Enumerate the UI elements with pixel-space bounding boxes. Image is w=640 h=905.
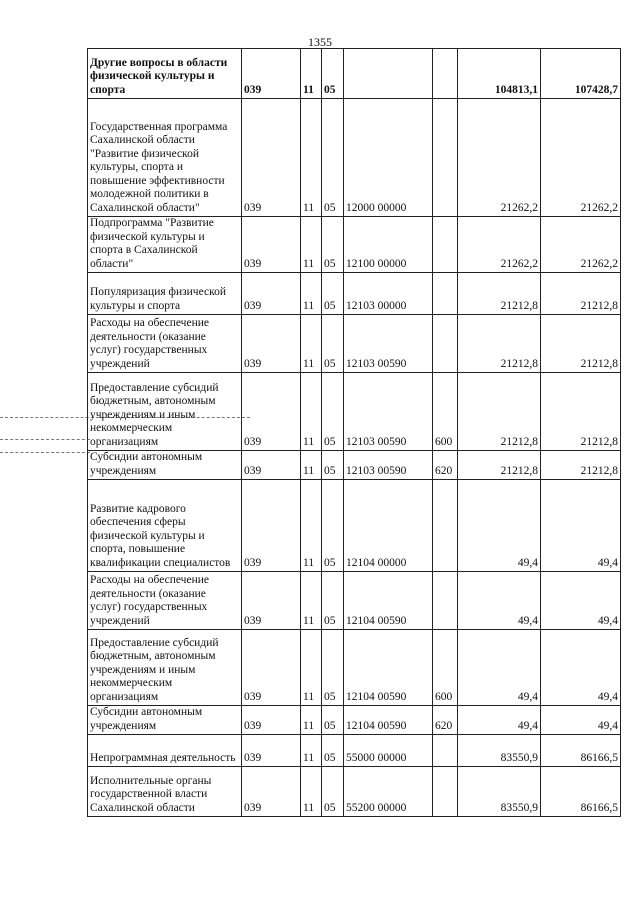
cell-ministry: 039 bbox=[242, 373, 301, 451]
cell-subsection: 05 bbox=[322, 706, 344, 735]
cell-amount-2020: 49,4 bbox=[541, 572, 621, 630]
cell-target-article: 12103 00590 bbox=[344, 451, 433, 480]
cell-amount-2019: 49,4 bbox=[458, 706, 541, 735]
cell-expense-type bbox=[433, 49, 458, 99]
cell-target-article: 12103 00590 bbox=[344, 373, 433, 451]
cell-expense-type bbox=[433, 767, 458, 817]
cell-name: Другие вопросы в области физической культуры и спорта bbox=[88, 49, 242, 99]
cell-ministry: 039 bbox=[242, 572, 301, 630]
cell-amount-2019: 83550,9 bbox=[458, 735, 541, 767]
cell-target-article: 12104 00000 bbox=[344, 480, 433, 572]
table-row bbox=[88, 480, 621, 572]
cell-amount-2020: 21262,2 bbox=[541, 217, 621, 273]
cell-target-article: 55200 00000 bbox=[344, 767, 433, 817]
cell-amount-2019: 21212,8 bbox=[458, 451, 541, 480]
scan-artifact-line bbox=[0, 439, 90, 440]
cell-amount-2019: 104813,1 bbox=[458, 49, 541, 99]
cell-ministry: 039 bbox=[242, 451, 301, 480]
cell-amount-2020: 49,4 bbox=[541, 480, 621, 572]
cell-subsection: 05 bbox=[322, 49, 344, 99]
cell-subsection: 05 bbox=[322, 767, 344, 817]
cell-name: Субсидии автономным учреждениям bbox=[88, 706, 242, 735]
cell-expense-type: 620 bbox=[433, 706, 458, 735]
cell-amount-2019: 21212,8 bbox=[458, 315, 541, 373]
cell-name: Государственная программа Сахалинской области "Развитие физической культуры, спорта и повышение эффективности молодежной политики в Сахалинской области" bbox=[88, 99, 242, 217]
cell-section: 11 bbox=[301, 373, 322, 451]
cell-section: 11 bbox=[301, 217, 322, 273]
cell-amount-2019: 83550,9 bbox=[458, 767, 541, 817]
cell-amount-2019: 21262,2 bbox=[458, 217, 541, 273]
table-row bbox=[88, 315, 621, 373]
cell-section: 11 bbox=[301, 572, 322, 630]
cell-expense-type: 600 bbox=[433, 630, 458, 706]
cell-section: 11 bbox=[301, 273, 322, 315]
scan-artifact-line bbox=[0, 452, 90, 453]
cell-subsection: 05 bbox=[322, 315, 344, 373]
cell-amount-2020: 21212,8 bbox=[541, 273, 621, 315]
cell-section: 11 bbox=[301, 480, 322, 572]
cell-amount-2019: 49,4 bbox=[458, 572, 541, 630]
cell-target-article: 12104 00590 bbox=[344, 572, 433, 630]
cell-amount-2020: 21212,8 bbox=[541, 451, 621, 480]
table-row bbox=[88, 373, 621, 451]
cell-name: Расходы на обеспечение деятельности (оказание услуг) государственных учреждений bbox=[88, 572, 242, 630]
cell-subsection: 05 bbox=[322, 273, 344, 315]
cell-amount-2020: 49,4 bbox=[541, 630, 621, 706]
cell-ministry: 039 bbox=[242, 706, 301, 735]
cell-ministry: 039 bbox=[242, 273, 301, 315]
cell-amount-2020: 107428,7 bbox=[541, 49, 621, 99]
cell-subsection: 05 bbox=[322, 99, 344, 217]
cell-target-article: 12103 00590 bbox=[344, 315, 433, 373]
cell-name: Популяризация физической культуры и спорта bbox=[88, 273, 242, 315]
cell-amount-2020: 49,4 bbox=[541, 706, 621, 735]
cell-target-article: 12100 00000 bbox=[344, 217, 433, 273]
cell-section: 11 bbox=[301, 706, 322, 735]
cell-ministry: 039 bbox=[242, 49, 301, 99]
cell-name: Расходы на обеспечение деятельности (оказание услуг) государственных учреждений bbox=[88, 315, 242, 373]
cell-name: Предоставление субсидий бюджетным, автономным учреждениям и иным некоммерческим организациям bbox=[88, 373, 242, 451]
cell-amount-2019: 21262,2 bbox=[458, 99, 541, 217]
cell-subsection: 05 bbox=[322, 373, 344, 451]
cell-name: Развитие кадрового обеспечения сферы физической культуры и спорта, повышение квалификации специалистов bbox=[88, 480, 242, 572]
cell-ministry: 039 bbox=[242, 315, 301, 373]
cell-name: Непрограммная деятельность bbox=[88, 735, 242, 767]
cell-name: Субсидии автономным учреждениям bbox=[88, 451, 242, 480]
cell-target-article: 55000 00000 bbox=[344, 735, 433, 767]
cell-target-article: 12000 00000 bbox=[344, 99, 433, 217]
cell-expense-type bbox=[433, 273, 458, 315]
table-row bbox=[88, 99, 621, 217]
table-row bbox=[88, 49, 621, 99]
table-row bbox=[88, 273, 621, 315]
cell-amount-2020: 21212,8 bbox=[541, 373, 621, 451]
table-row bbox=[88, 451, 621, 480]
cell-amount-2020: 21262,2 bbox=[541, 99, 621, 217]
cell-amount-2019: 21212,8 bbox=[458, 373, 541, 451]
cell-subsection: 05 bbox=[322, 217, 344, 273]
cell-expense-type bbox=[433, 572, 458, 630]
table-row bbox=[88, 630, 621, 706]
cell-target-article: 12104 00590 bbox=[344, 630, 433, 706]
cell-subsection: 05 bbox=[322, 572, 344, 630]
cell-section: 11 bbox=[301, 767, 322, 817]
cell-ministry: 039 bbox=[242, 99, 301, 217]
cell-section: 11 bbox=[301, 735, 322, 767]
cell-subsection: 05 bbox=[322, 451, 344, 480]
cell-subsection: 05 bbox=[322, 735, 344, 767]
table-row bbox=[88, 706, 621, 735]
cell-amount-2020: 86166,5 bbox=[541, 735, 621, 767]
cell-ministry: 039 bbox=[242, 630, 301, 706]
cell-target-article: 12103 00000 bbox=[344, 273, 433, 315]
cell-amount-2019: 49,4 bbox=[458, 630, 541, 706]
cell-section: 11 bbox=[301, 630, 322, 706]
cell-expense-type bbox=[433, 480, 458, 572]
budget-table bbox=[87, 48, 621, 817]
cell-expense-type: 620 bbox=[433, 451, 458, 480]
cell-section: 11 bbox=[301, 315, 322, 373]
cell-subsection: 05 bbox=[322, 480, 344, 572]
table-row bbox=[88, 767, 621, 817]
cell-amount-2020: 21212,8 bbox=[541, 315, 621, 373]
cell-expense-type bbox=[433, 315, 458, 373]
table-row bbox=[88, 572, 621, 630]
cell-amount-2019: 49,4 bbox=[458, 480, 541, 572]
cell-expense-type: 600 bbox=[433, 373, 458, 451]
cell-subsection: 05 bbox=[322, 630, 344, 706]
cell-expense-type bbox=[433, 217, 458, 273]
cell-section: 11 bbox=[301, 451, 322, 480]
cell-expense-type bbox=[433, 99, 458, 217]
cell-name: Исполнительные органы государственной власти Сахалинской области bbox=[88, 767, 242, 817]
cell-name: Предоставление субсидий бюджетным, автономным учреждениям и иным некоммерческим организациям bbox=[88, 630, 242, 706]
cell-section: 11 bbox=[301, 49, 322, 99]
cell-amount-2020: 86166,5 bbox=[541, 767, 621, 817]
cell-section: 11 bbox=[301, 99, 322, 217]
cell-target-article: 12104 00590 bbox=[344, 706, 433, 735]
cell-ministry: 039 bbox=[242, 767, 301, 817]
cell-expense-type bbox=[433, 735, 458, 767]
page-number: 1355 bbox=[308, 35, 332, 49]
cell-amount-2019: 21212,8 bbox=[458, 273, 541, 315]
cell-ministry: 039 bbox=[242, 735, 301, 767]
budget-table-body bbox=[88, 49, 621, 817]
table-row bbox=[88, 217, 621, 273]
cell-name: Подпрограмма "Развитие физической культуры и спорта в Сахалинской области" bbox=[88, 217, 242, 273]
cell-ministry: 039 bbox=[242, 480, 301, 572]
cell-target-article bbox=[344, 49, 433, 99]
cell-ministry: 039 bbox=[242, 217, 301, 273]
table-row bbox=[88, 735, 621, 767]
